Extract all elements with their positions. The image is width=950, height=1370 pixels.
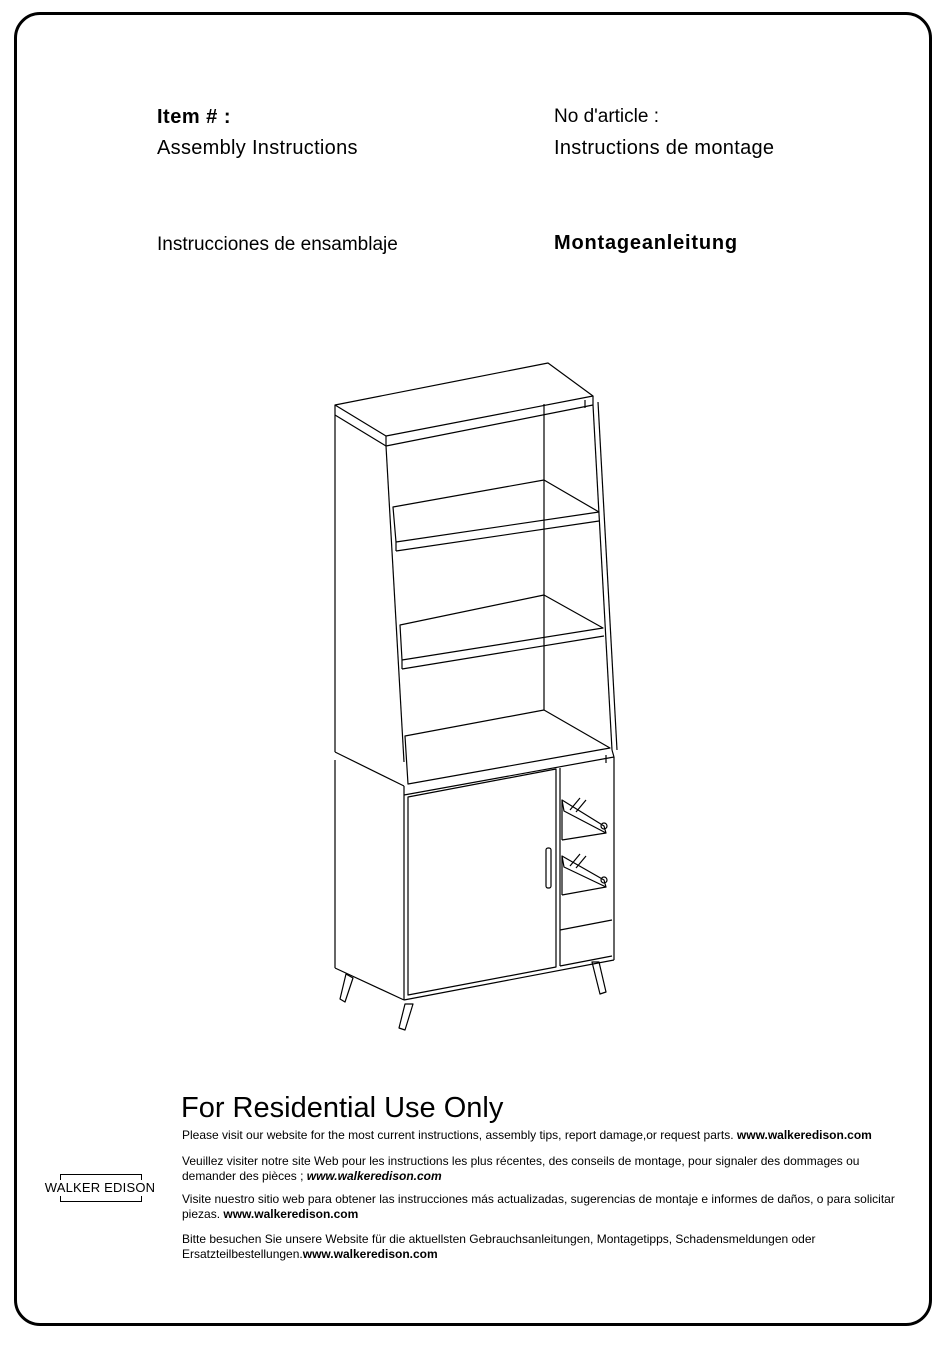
- paragraph-de: [182, 1232, 910, 1262]
- logo-top-rule: [60, 1174, 142, 1175]
- item-number-label: Item # :: [157, 106, 232, 128]
- assembly-instructions-es: Instrucciones de ensamblaje: [157, 234, 398, 255]
- paragraph-es-text: Visite nuestro sitio web para obtener las instrucciones más actualizadas, sugerencias de montaje e informes de daños, o para solicitar piezas.: [182, 1192, 895, 1221]
- website-link-en[interactable]: www.walkeredison.com: [736, 1128, 872, 1142]
- logo-tick: [60, 1196, 61, 1202]
- residential-use-title: For Residential Use Only: [181, 1092, 504, 1124]
- paragraph-de-text: Bitte besuchen Sie unsere Website für die aktuellsten Gebrauchsanleitungen, Montagetipps, Schadensmeldungen oder Ersatzteilbestellungen.: [182, 1232, 816, 1261]
- logo-bottom-rule: [60, 1201, 142, 1202]
- website-link-es[interactable]: www.walkeredison.com: [223, 1207, 359, 1221]
- no-article-label: No d'article :: [554, 106, 660, 127]
- website-link-fr[interactable]: www.walkeredison.com: [306, 1169, 442, 1183]
- paragraph-fr: [182, 1154, 910, 1184]
- assembly-instructions-en: Assembly Instructions: [157, 137, 358, 159]
- paragraph-fr-text: Veuillez visiter notre site Web pour les instructions les plus récentes, des conseils de montage, pour signaler des dommages ou demander des pièces ;: [182, 1154, 860, 1183]
- paragraph-en: [182, 1128, 910, 1143]
- logo-tick: [141, 1196, 142, 1202]
- paragraph-es: [182, 1192, 910, 1222]
- paragraph-en-text: Please visit our website for the most current instructions, assembly tips, report damage,or request parts.: [182, 1128, 734, 1142]
- website-link-de[interactable]: www.walkeredison.com: [302, 1247, 438, 1261]
- bookcase-cabinet-illustration: [320, 355, 630, 1045]
- assembly-instructions-de: Montageanleitung: [554, 232, 738, 254]
- assembly-instructions-fr: Instructions de montage: [554, 137, 775, 159]
- walker-edison-logo: [40, 1172, 160, 1206]
- logo-brand-text: WALKER EDISON: [44, 1180, 156, 1195]
